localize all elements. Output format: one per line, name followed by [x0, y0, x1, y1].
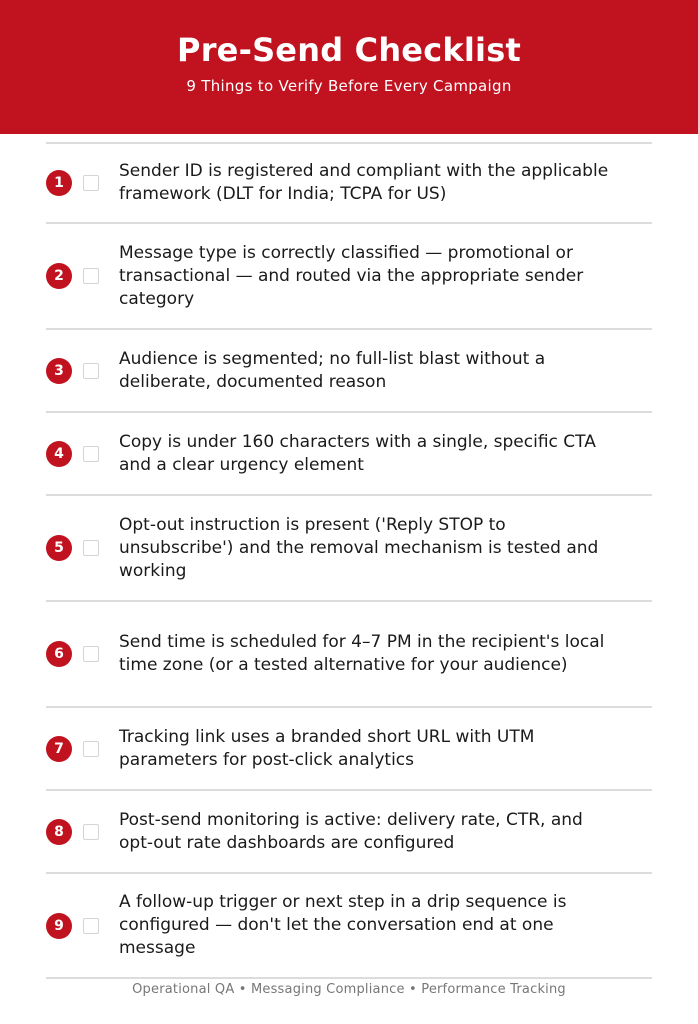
- number-badge: 1: [46, 170, 72, 196]
- checklist-item: [46, 496, 652, 602]
- checklist-item: [46, 602, 652, 708]
- checklist-item-text: A follow-up trigger or next step in a drip sequence is configured — don't let the conversation end at one message: [119, 892, 567, 958]
- checklist-item: [46, 413, 652, 496]
- checklist-item: [46, 224, 652, 330]
- checklist-item: [46, 708, 652, 791]
- number-badge: 3: [46, 358, 72, 384]
- checklist: [46, 142, 652, 979]
- checkbox[interactable]: [83, 363, 99, 379]
- checklist-item-text: Audience is segmented; no full-list blast without a deliberate, documented reason: [119, 348, 546, 392]
- checklist-item: [46, 874, 652, 979]
- header-banner: [0, 0, 698, 134]
- checkbox[interactable]: [83, 741, 99, 757]
- number-badge: 8: [46, 819, 72, 845]
- number-badge: 2: [46, 263, 72, 289]
- checkbox[interactable]: [83, 175, 99, 191]
- checkbox[interactable]: [83, 824, 99, 840]
- checkbox[interactable]: [83, 540, 99, 556]
- checklist-item-text: Post-send monitoring is active: delivery rate, CTR, and opt-out rate dashboards are configured: [119, 809, 583, 853]
- checklist-item-text: Sender ID is registered and compliant with the applicable framework (DLT for India; TCPA for US): [119, 161, 609, 204]
- checklist-item: [46, 330, 652, 413]
- number-badge: 5: [46, 535, 72, 561]
- checkbox[interactable]: [83, 918, 99, 934]
- footer-tagline: Operational QA • Messaging Compliance • Performance Tracking: [132, 982, 566, 997]
- checklist-item-text: Message type is correctly classified — promotional or transactional — and routed via the appropriate sender category: [119, 242, 584, 309]
- checkbox[interactable]: [83, 446, 99, 462]
- number-badge: 9: [46, 913, 72, 939]
- checklist-item-text: Copy is under 160 characters with a single, specific CTA and a clear urgency element: [119, 431, 596, 475]
- page-subtitle: 9 Things to Verify Before Every Campaign: [186, 77, 512, 95]
- checklist-item: [46, 144, 652, 224]
- checklist-item-text: Tracking link uses a branded short URL with UTM parameters for post-click analytics: [119, 726, 535, 770]
- number-badge: 7: [46, 736, 72, 762]
- checkbox[interactable]: [83, 646, 99, 662]
- checklist-item-text: Opt-out instruction is present ('Reply STOP to unsubscribe') and the removal mechanism is tested and working: [119, 514, 599, 581]
- checklist-item-text: Send time is scheduled for 4–7 PM in the recipient's local time zone (or a tested alternative for your audience): [119, 632, 605, 675]
- checkbox[interactable]: [83, 268, 99, 284]
- checklist-item: [46, 791, 652, 874]
- page-title: Pre-Send Checklist: [177, 31, 521, 69]
- number-badge: 6: [46, 641, 72, 667]
- number-badge: 4: [46, 441, 72, 467]
